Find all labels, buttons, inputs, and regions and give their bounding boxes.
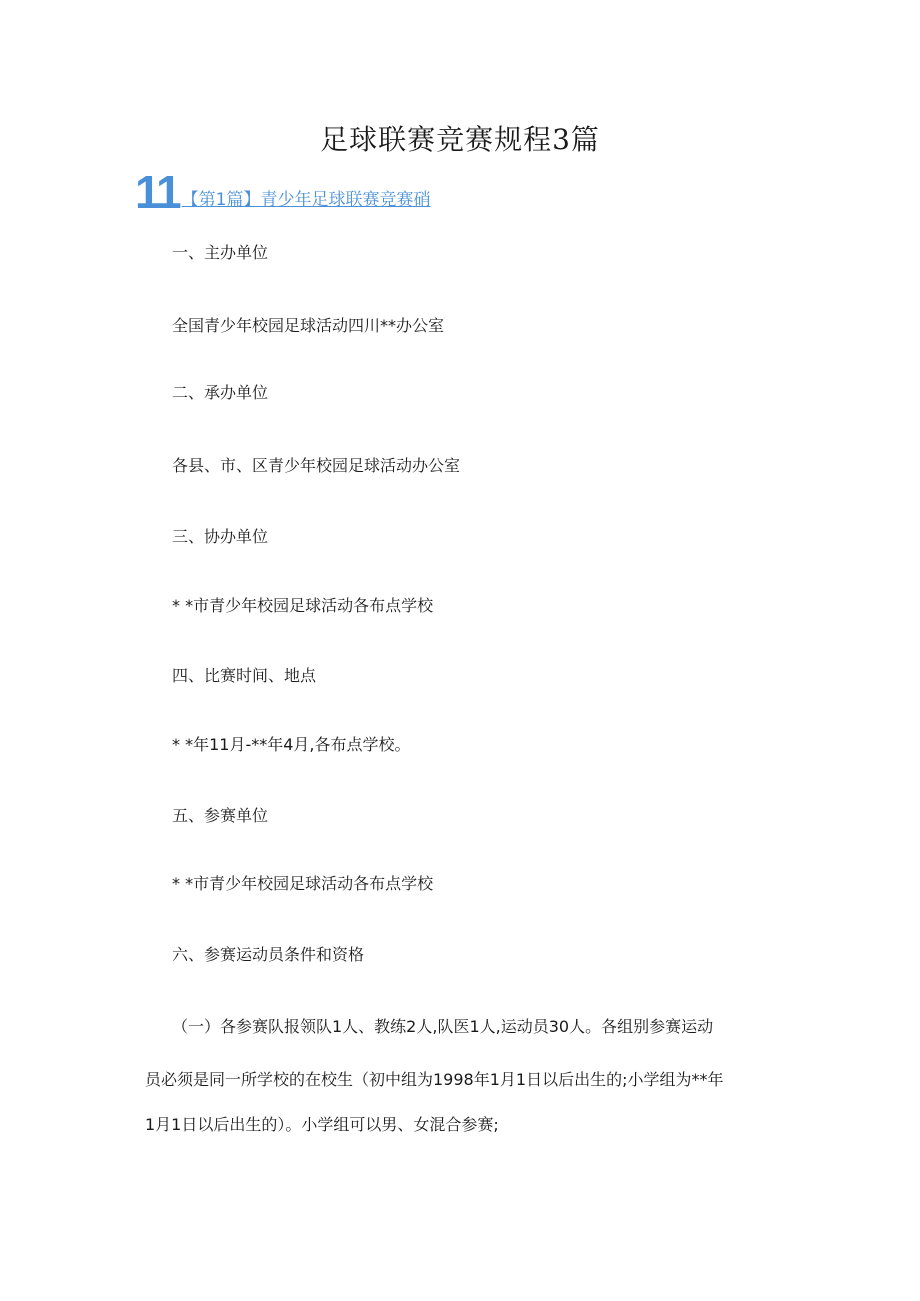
paragraph-line: 1月1日以后出生的）。小学组可以男、女混合参赛; [145, 1115, 499, 1134]
section-heading-eligibility: 六、参赛运动员条件和资格 [172, 945, 365, 964]
section-text-participants: * *市青少年校园足球活动各布点学校 [172, 874, 434, 893]
section-text-organizer: 全国青少年校园足球活动四川**办公室 [172, 316, 445, 335]
section-heading-participants: 五、参赛单位 [172, 806, 269, 825]
section-text-time-place: * *年11月-**年4月,各布点学校。 [172, 735, 411, 754]
paragraph-line: （一）各参赛队报领队1人、教练2人,队医1人,运动员30人。各组别参赛运动 [172, 1017, 714, 1036]
paragraph-line: 员必须是同一所学校的在校生（初中组为1998年1月1日以后出生的;小学组为**年 [145, 1070, 724, 1089]
document-title: 足球联赛竞赛规程3篇 [320, 123, 600, 156]
chapter-heading [135, 166, 431, 218]
section-heading-host: 二、承办单位 [172, 383, 269, 402]
section-heading-organizer: 一、主办单位 [172, 243, 269, 262]
chapter-link[interactable]: 【第1篇】青少年足球联赛竞赛硝 [181, 190, 431, 210]
section-text-host: 各县、市、区青少年校园足球活动办公室 [172, 456, 461, 475]
section-heading-time-place: 四、比赛时间、地点 [172, 666, 317, 685]
section-text-co-organizer: * *市青少年校园足球活动各布点学校 [172, 596, 434, 615]
section-heading-co-organizer: 三、协办单位 [172, 527, 269, 546]
chapter-number: 11 [135, 166, 180, 218]
